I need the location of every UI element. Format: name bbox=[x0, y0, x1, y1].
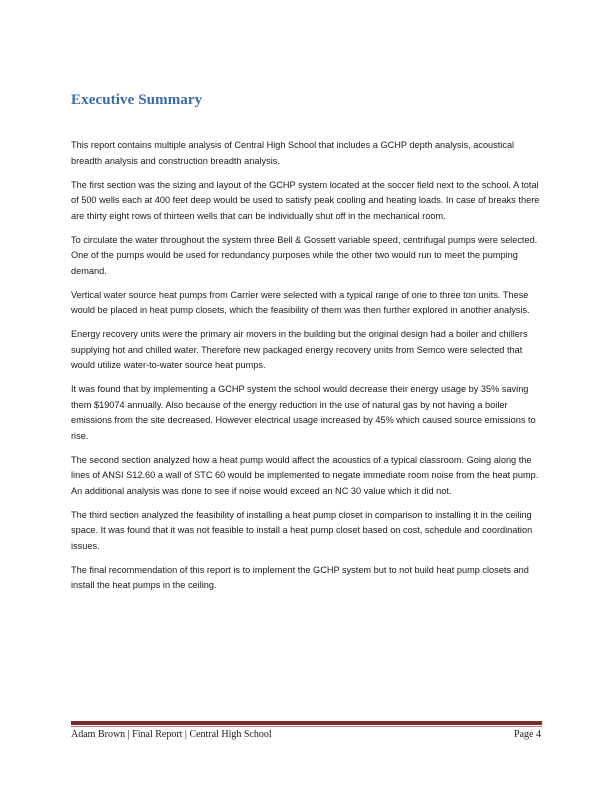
paragraph-recommendation: The final recommendation of this report is to implement the GCHP system but to not build heat pump closets and install the heat pumps in the ceiling. bbox=[71, 564, 529, 590]
paragraph-heat-pumps: Vertical water source heat pumps from Carrier were selected with a typical range of one to three ton units. These would be placed in heat pump closets, which the feasibility of them was then further explored in another analysis. bbox=[71, 289, 530, 315]
footer-divider-thin bbox=[71, 726, 542, 727]
paragraph-construction: The third section analyzed the feasibility of installing a heat pump closet in comparison to installing it in the ceiling space. It was found that it was not feasible to install a heat pump closet based on cost, schedule and coordination issues. bbox=[71, 509, 533, 551]
paragraph-energy-savings: It was found that by implementing a GCHP system the school would decrease their energy usage by 35% saving them $19074 annually. Also because of the energy reduction in the use of natural gas by not having a boiler emissions from the site decreased. However electrical usage increased by 45% which caused source emissions to rise. bbox=[71, 384, 536, 441]
section-heading: Executive Summary bbox=[71, 92, 203, 108]
paragraph-pumps: To circulate the water throughout the system three Bell & Gossett variable speed, centrifugal pumps were selected. One of the pumps would be used for redundancy purposes while the other two would run to meet the pumping demand. bbox=[71, 234, 538, 276]
paragraph-gchp-layout: The first section was the sizing and layout of the GCHP system located at the soccer field next to the school. A total of 500 wells each at 400 feet deep would be used to satisfy peak cooling and heating loads. In case of breaks there are thirty eight rows of thirteen wells that can be individually shut off in the mechanical room. bbox=[71, 179, 540, 221]
paragraph-energy-recovery: Energy recovery units were the primary air movers in the building but the original design had a boiler and chillers supplying hot and chilled water. Therefore new packaged energy recovery units from Semco were selected that would utilize water-to-water source heat pumps. bbox=[71, 329, 528, 370]
page-number: Page 4 bbox=[514, 729, 541, 740]
document-body bbox=[71, 138, 541, 602]
footer-title: Adam Brown | Final Report | Central High School bbox=[71, 729, 272, 740]
paragraph-intro: This report contains multiple analysis of Central High School that includes a GCHP depth analysis, acoustical breadth analysis and construction breadth analysis. bbox=[71, 140, 515, 166]
paragraph-acoustics: The second section analyzed how a heat pump would affect the acoustics of a typical classroom. Going along the lines of ANSI S12.60 a wall of STC 60 would be implemented to negate immediate room noise from the heat pump. An additional analysis was done to see if noise would exceed an NC 30 value which it did not. bbox=[71, 454, 539, 496]
footer-divider bbox=[71, 721, 542, 725]
